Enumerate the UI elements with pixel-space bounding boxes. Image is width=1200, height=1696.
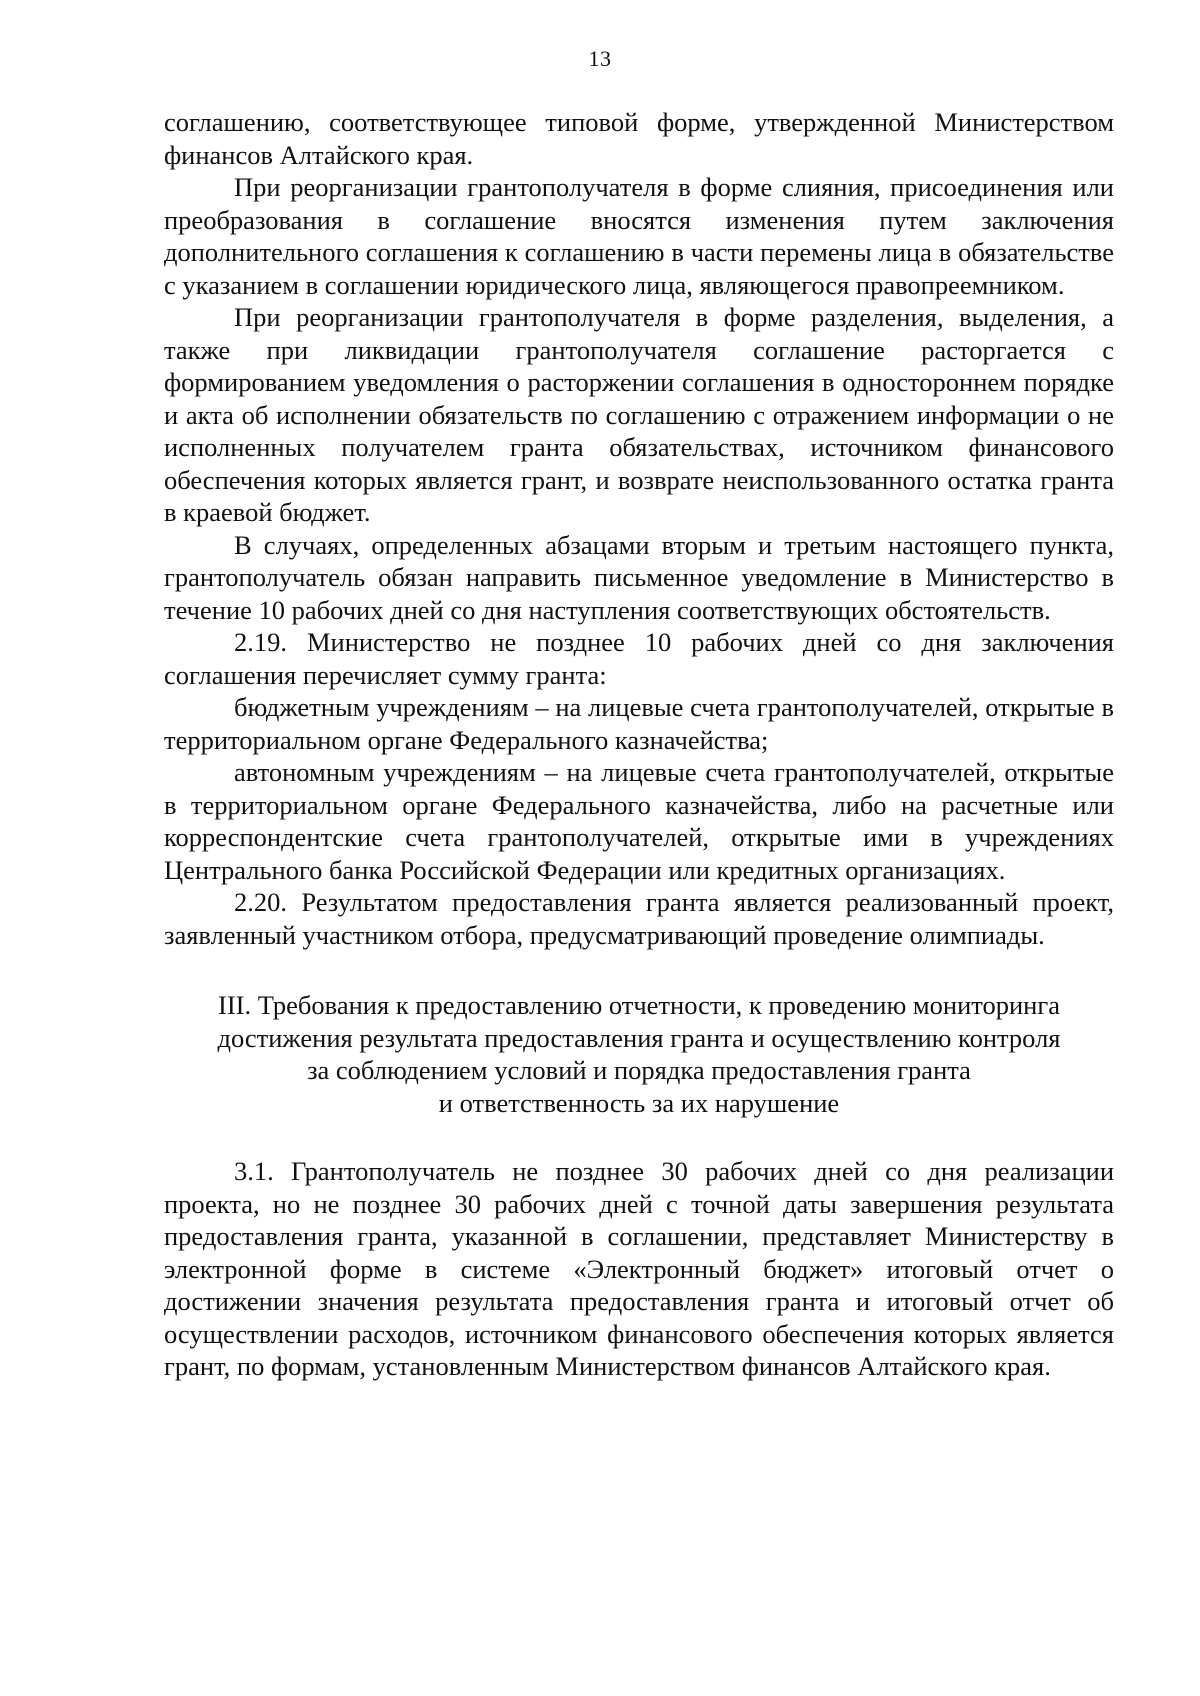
paragraph-2-20: 2.20. Результатом предоставления гранта является реализованный проект, заявленный участником отбора, предусматривающий проведение олимпиады. xyxy=(164,887,1114,950)
document-body xyxy=(164,106,1114,1383)
section-heading-line-4: и ответственность за их нарушение xyxy=(438,1087,840,1118)
paragraph-reorganization-merger: При реорганизации грантополучателя в форме слияния, присоединения или преобразования в соглашение вносятся изменения путем заключения дополнительного соглашения к соглашению в части перемены лица в обязательстве с указанием в соглашении юридического лица, являющегося правопреемником. xyxy=(164,172,1114,300)
paragraph-notification: В случаях, определенных абзацами вторым и третьим настоящего пункта, грантополучатель обязан направить письменное уведомление в Министерство в течение 10 рабочих дней со дня наступления соответствующих обстоятельств. xyxy=(164,529,1114,625)
paragraph-budget-institutions: бюджетным учреждениям – на лицевые счета грантополучателей, открытые в территориальном органе Федерального казначейства; xyxy=(164,692,1114,755)
section-heading-line-1: III. Требования к предоставлению отчетности, к проведению мониторинга xyxy=(218,990,1060,1020)
section-heading xyxy=(164,989,1114,1119)
page-number: 13 xyxy=(588,46,612,71)
paragraph-reorganization-division: При реорганизации грантополучателя в форме разделения, выделения, а также при ликвидации грантополучателя соглашение расторгается с формированием уведомления о расторжении соглашения в одностороннем порядке и акта об исполнении обязательств по соглашению с отражением информации о не исполненных получателем гранта обязательствах, источником финансового обеспечения которых является грант, и возврате неиспользованного остатка гранта в краевой бюджет. xyxy=(164,302,1114,527)
section-heading-line-2: достижения результата предоставления гранта и осуществлению контроля xyxy=(217,1022,1061,1053)
paragraph-2-19: 2.19. Министерство не позднее 10 рабочих дней со дня заключения соглашения перечисляет сумму гранта: xyxy=(164,627,1114,690)
paragraph-autonomous-institutions: автономным учреждениям – на лицевые счета грантополучателей, открытые в территориальном органе Федерального казначейства, либо на расчетные или корреспондентские счета грантополучателей, открытые ими в учреждениях Центрального банка Российской Федерации или кредитных организациях. xyxy=(164,757,1114,885)
paragraph-continuation: соглашению, соответствующее типовой форме, утвержденной Министерством финансов Алтайского края. xyxy=(164,107,1114,170)
paragraph-3-1: 3.1. Грантополучатель не позднее 30 рабочих дней со дня реализации проекта, но не позднее 30 рабочих дней с точной даты завершения результата предоставления гранта, указанной в соглашении, представляет Министерству в электронной форме в системе «Электронный бюджет» итоговый отчет о достижении значения результата предоставления гранта и итоговый отчет об осуществлении расходов, источником финансового обеспечения которых является грант, по формам, установленным Министерством финансов Алтайского края. xyxy=(164,1156,1114,1381)
section-heading-line-3: за соблюдением условий и порядка предоставления гранта xyxy=(307,1055,971,1085)
